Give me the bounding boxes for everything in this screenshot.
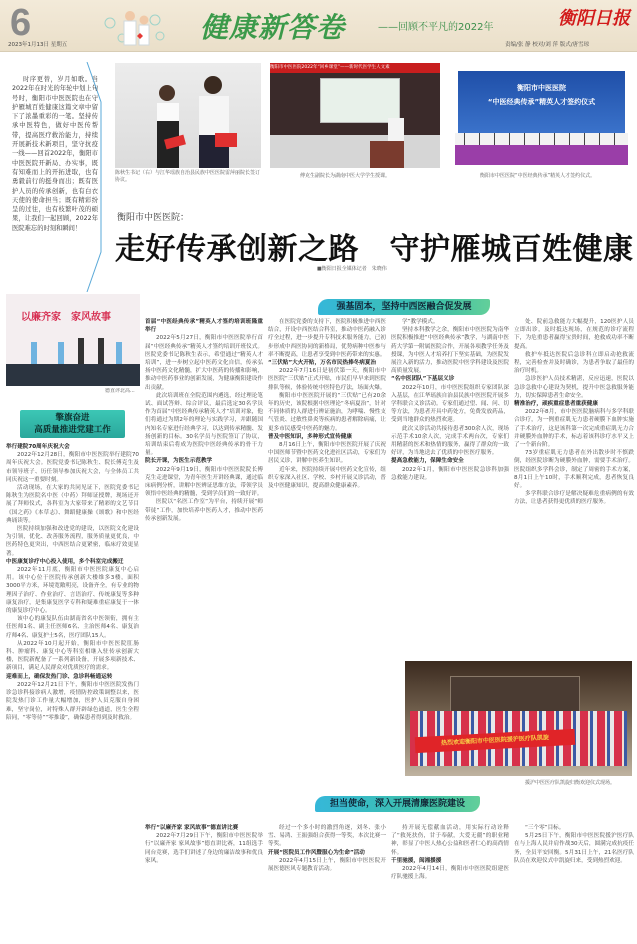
paragraph: 73岁重症肌无力患者在外出散步时不慎跌倒，经医院诊断为硬膜外血肿，需要手术治疗。医院组织多学科会诊，制定了周密的手术方案，8月1日上午10时，手术顺利完成，患者恢复良好。 <box>514 450 634 490</box>
paragraph: 2022年11月底，衡阳市中医医院康复中心启用。该中心位于医院传承创新大楼维多3楼，面积3000平方米，环境宽敞明亮，设备齐全，有专业的物理因子治疗、作业治疗、言语治疗、传统康复等多种康复治疗，是集康复医学专科和疑难重症康复于一体的康复诊疗中心。 <box>6 567 139 615</box>
article-headline: 走好传承创新之路 守护雁城百姓健康 <box>115 232 634 267</box>
photo-caption: 陈秋生书记（右）与江华瑶族自治县民族中医医院雷萍丽院长签订协议。 <box>115 170 261 183</box>
photo-stage-event <box>6 294 140 386</box>
article-column-2 <box>268 318 386 793</box>
paragraph: “三个零”目标。 <box>525 825 565 831</box>
subheading: 普及中医知识，多种形式宣传健康 <box>268 433 352 440</box>
subheading: 院长开课，为医生示范教学 <box>145 458 213 465</box>
paragraph: 2022年4月15日上午，衡阳市中医医院开展医德医风专题教育活动。 <box>268 857 386 873</box>
paragraph: 衡阳市中医医院开展的“三伏贴”已有20余年的历史，该院根据中医理论“冬病夏治”，针对不同体质的人群进行辨证施治，为哮喘、慢性支气管炎、过敏性鼻炎等疾病的患者解除病痛，让更多市民感受中医药的魅力。 <box>268 392 386 432</box>
paragraph: 2022年1月，衡阳市中医医院急诊科加强急救能力建设。 <box>391 466 509 481</box>
article-kicker: 衡阳市中医医院： <box>117 213 190 223</box>
screen-title: 衡阳市中医医院 <box>517 84 566 92</box>
editor-credits: 责编/张 静 校对/刘 萍 版式/唐雪琼 <box>505 42 590 48</box>
subheading: “三伏贴”大火开贴，万名市民热捧冬病夏治 <box>268 360 377 367</box>
paragraph: 活动现场，在大家的共同见证下，医院党委书记陈秋生为医院名中医（中药）拜师证授牌，现场还开展了拜师仪式，各科室为大家带来了精彩的文艺节目《国之药》《本草志》、舞蹈健康操《颂歌》和中医经典诵读等。 <box>6 485 139 524</box>
article-column-1 <box>145 318 263 793</box>
paragraph: 坚持本科教学之余，衡阳市中医医院为南华医院积极推进“中医经典传承”教学，与湖南中医药大学第一附属医院合作，开展各项教学任务及授课，为中医人才培养打下坚实基础，为医院发展注入新的活力，推动医院中医学科建设及医院高质量发展。 <box>391 327 509 375</box>
newspaper-logo: 衡阳日报 <box>558 8 630 29</box>
paragraph: 经过一个多小时的激烈角逐，刘冬、张小雪、易鸿、王振强组合获得一等奖，本次比赛一等奖。 <box>268 825 386 848</box>
intro-paragraph: 时序更替，岁月如歌。当2022年在时光的年轮中划上句号时，衡阳市中医医院也在守护雁城百姓健康这篇文章中留下了浓墨重彩的一笔。坚持传承中医特色，做好中医传帮带，提高医疗救治能力，持续开展新技术新项目，坚守抗疫一线——回首2022年，衡阳市中医医院开新局、办实事，既有知难而上的开拓进取，也有勇毅前行的挺身而出；既有医护人员的传承创新，也有白衣天使的使命担当；既有精彩纷呈的过往，也有枝繁叶茂的硕果，让我们一起回顾，2022年医院难忘的时刻和瞬间！ <box>12 76 98 232</box>
bottom-column-3 <box>391 824 509 942</box>
paragraph: 从2022年10月起开始，衡阳市中医医院肛肠科、肿瘤科、康复中心等科室相继入驻传承创新大楼，医院新配备了一系列新设备，开展多项新技术、新项目，满足人民群众对优质医疗的需求。 <box>6 640 139 672</box>
paragraph: 2022年7月16日是初伏第一天，衡阳市中医医院“三伏贴”正式开贴，市民们早早来到医院排队等候，体验传统中医特色疗法，场面火爆。 <box>268 368 386 391</box>
section-band-integration: 强基固本，坚持中西医融合促发展 <box>318 299 490 315</box>
bottom-column-4 <box>514 824 634 942</box>
photo-lecture <box>270 63 440 168</box>
paragraph: 学”教学模式。 <box>402 319 439 325</box>
paragraph: 8月16日上午，衡阳市中医医院开展了庆祝中国医师节暨中医药文化进社区活动，专家们为居民义诊，讲解中医养生知识。 <box>268 442 386 465</box>
paragraph: 医院以“名医工作室”为平台，持续开展“师带徒”工作，加快培养中医药人才，推动中医药传承创新发展。 <box>145 499 263 522</box>
photo-caption: 德直评北高... <box>105 388 135 394</box>
lecture-banner: 衡阳市中医医院2022年“回乡课堂”——新时代医学生人文素 <box>270 63 440 73</box>
subheading: “名中医团队”下基层义诊 <box>391 376 455 383</box>
page-header <box>0 0 637 52</box>
paragraph: 救护车抵达医院后急诊科立即启动抢救流程，完善检查并及时确诊，为患者争取了最佳的治疗时机。 <box>514 351 634 375</box>
section-heading-text: 擎旗奋进 高质量推进党建工作 <box>34 413 111 435</box>
paragraph: 该中心的康复队伍由湖南省名中医领衔，拥有主任医师1名、副主任医师6名、主治医师4名、康复治疗师4名、康复护士5名，医疗团队15人。 <box>6 616 139 639</box>
photo-ceremony <box>450 63 633 168</box>
page-title: 健康新答卷 <box>200 11 346 44</box>
article-byline: ■衡阳日报全媒体记者 朱晓伟 <box>317 266 387 272</box>
article-column-4 <box>514 318 634 648</box>
article-column-3 <box>391 318 509 648</box>
welcome-banner: 热烈欢迎衡阳市中医医院援沪医疗队凯旋 <box>415 729 576 753</box>
paragraph: 在医院党委的支持下，医院积极推进中西医结合，开设中西医结合科室，推动中医药融入诊疗全过程，进一步提升专科技术服务能力，已初步形成中西医协同的新格局，优势病种中医参与率不断提高，让患者享受到中医药带来的实惠。 <box>268 319 386 358</box>
page-subtitle: ——回顾不平凡的2022年 <box>378 22 494 33</box>
subheading: 举行“以廉齐家 家风故事”德直讲比赛 <box>145 825 239 831</box>
paragraph: 近年来，医院持续开展中医药文化宣传，组织专家深入社区、学校、乡村开展义诊活动，普及中医健康知识，提高群众健康素养。 <box>268 466 386 490</box>
paragraph: 处、院前急救能力大幅提升，120医护人员立即出诊，及时抵达现场，在规范的诊疗流程下，为危重患者赢得宝贵时间，抢救成功率不断提高。 <box>514 319 634 350</box>
paragraph: 2022年7月29日下午，衡阳市中医医院举行“以廉齐家 家风故事”德直讲比赛，11组选手同台竞赛，选手们讲述了身边的廉洁故事和优良家风。 <box>145 833 263 864</box>
paragraph: 持开展无偿献血活动，用实际行动诠释了“救死扶伤，甘于奉献，大爱无疆”的职业精神，彰显了中医人热心公益和医者仁心的高尚情怀。 <box>391 825 509 856</box>
subheading: 举行建院70周年庆祝大会 <box>6 444 70 450</box>
section-band-integrity: 担当使命，深入开展清廉医院建设 <box>315 796 480 812</box>
page-number: 6 <box>10 2 32 44</box>
section-heading-party <box>20 410 125 438</box>
paragraph: 2022年10月，市中医医院组织专家团队深入基层，在江华瑶族自治县民族中医医院开展多学科联合义诊活动。专家们通过望、闻、问、切等方法，为患者开具中药处方，免费发放药品，受到当地群众的热烈欢迎。 <box>391 384 509 424</box>
paragraph: 2022年12月21日下午，衡阳市中医医院发热门诊急诊科接诊病人激增，疫情防控政策调整以来，医院发热门诊工作量大幅增加，医护人员克服自身困难，坚守岗位，对特殊人群开辟绿色通道，医生全程陪同，“零等待”“零推诿”，确保患者得到及时救治。 <box>6 681 139 721</box>
subheading: 迎难而上，确保发热门诊、急诊科畅通运转 <box>6 673 113 680</box>
paragraph: 2022年5月27日，衡阳市中医医院举行首届“中医经典传承”精英人才签约培训开班仪式。医院党委书记陈秋生表示，希望通过“精英人才培训”，进一步树立起中医药文化自信，传承弘扬中医药文化精髓，扩大中医药的传播和影响，推动中医药事业的创新发展，为健康衡阳建设作出贡献。 <box>145 335 263 391</box>
paragraph: 5月25日下午，衡阳市中医医院援沪医疗队在与上海人民并肩作战30天后，圆满完成抗疫任务，全员平安回衡。5月31日上午，21名医疗队队员在欢迎仪式中凯旋归来，受到热烈欢迎。 <box>514 833 634 864</box>
paragraph: 急诊医护人员技术精湛，反应迅速，医院以急诊急救中心建设为契机，提升中医急救服务能力，切实保障患者生命安全。 <box>514 376 634 399</box>
bottom-column-1 <box>145 824 263 942</box>
paragraph: 2022年9月19日，衡阳市中医医院院长傅克生走进课堂，为青年医生开讲经典课，通过临床病例分析，讲解中医辨证思维方法，带领学员领悟中医经典的精髓，受到学员们的一致好评。 <box>145 466 263 498</box>
subheading: 提高急救能力，保障生命安全 <box>391 458 464 465</box>
paragraph: 2022年4月14日，衡阳市中医医院组建医疗队驰援上海。 <box>391 866 509 881</box>
subheading: 中医康复诊疗中心投入使用，多个科室完成搬迁 <box>6 558 124 565</box>
subheading: 首届“中医经典传承”精英人才签约培训班隆重举行 <box>145 319 263 334</box>
subheading: 千里驰援，闽湘援援 <box>391 857 442 864</box>
paragraph: 此次义诊活动共接待患者300余人次，现场示范手术10余人次，完成手术两台次，专家们用精湛的医术和热情的服务，赢得了群众的一致好评，为当地送去了优质的中医医疗服务。 <box>391 425 509 457</box>
photo-caption: 衡阳市中医医院“中医经典传承”精英人才签约仪式。 <box>480 173 596 179</box>
photo-welcome-team <box>405 661 632 776</box>
issue-date: 2023年1月13日 星期五 <box>8 42 68 48</box>
paragraph: 此次培训班在全院范围内遴选，经过理论笔试、面试答辩、综合评议，最后选定30名学员作为首届“中医经典传承精英人才”培训对象，他们将通过为期2年的理论与实践学习，并跟随国内知名专家进行经典学习，以达到传承精髓、发扬创新的目标。30名学员与医院签订了协议，培训结束后将成为医院中医经典传承的骨干力量。 <box>145 392 263 457</box>
doctors-illustration-icon <box>100 8 170 48</box>
left-column-text <box>6 443 139 941</box>
subheading: 开展“医院员工作风暨服心为生命”活动 <box>268 849 365 856</box>
bottom-column-2 <box>268 824 386 942</box>
paragraph: 2022年12月28日，衡阳市中医医院举行建院70周年庆祝大会。医院党委书记陈秋生、院长傅克生及市领导班子、历任领导参加庆祝大会，与全体员工共同庆祝这一重要时刻。 <box>6 452 139 483</box>
stage-banner: 以廉齐家 家风故事 <box>21 312 111 323</box>
paragraph: 2022年8月，市中医医院脑病科与多学科联合诊疗，为一例重症肌无力患者硬膜下血肿实施了手术治疗，这是该科第一次完成重症肌无力合并硬膜外血肿的手术，标志着该科诊疗水平又上了一个新台阶。 <box>514 409 634 449</box>
photo-signing <box>115 63 261 168</box>
paragraph: 医院持续加强和改进党的建设，以医院文化建设为引领，优化、改善服务流程，服务质量更优良，中医药特色更突出，中西医结合更紧密，临床疗效更显著。 <box>6 526 139 557</box>
photo-caption: 援沪中医医疗队凯旋归衡欢迎仪式现场。 <box>525 780 616 786</box>
photo-caption: 傅克生副院长为湖南中医大学学生授课。 <box>300 173 391 179</box>
paragraph: 多学科联合诊疗是解决疑难危重病例的有效方法，让患者获得更优质的医疗服务。 <box>514 491 634 506</box>
screen-subtitle: “中医经典传承”精英人才签约仪式 <box>487 98 596 106</box>
subheading: 精准治疗，顽疾重症患者重获健康 <box>514 401 598 408</box>
